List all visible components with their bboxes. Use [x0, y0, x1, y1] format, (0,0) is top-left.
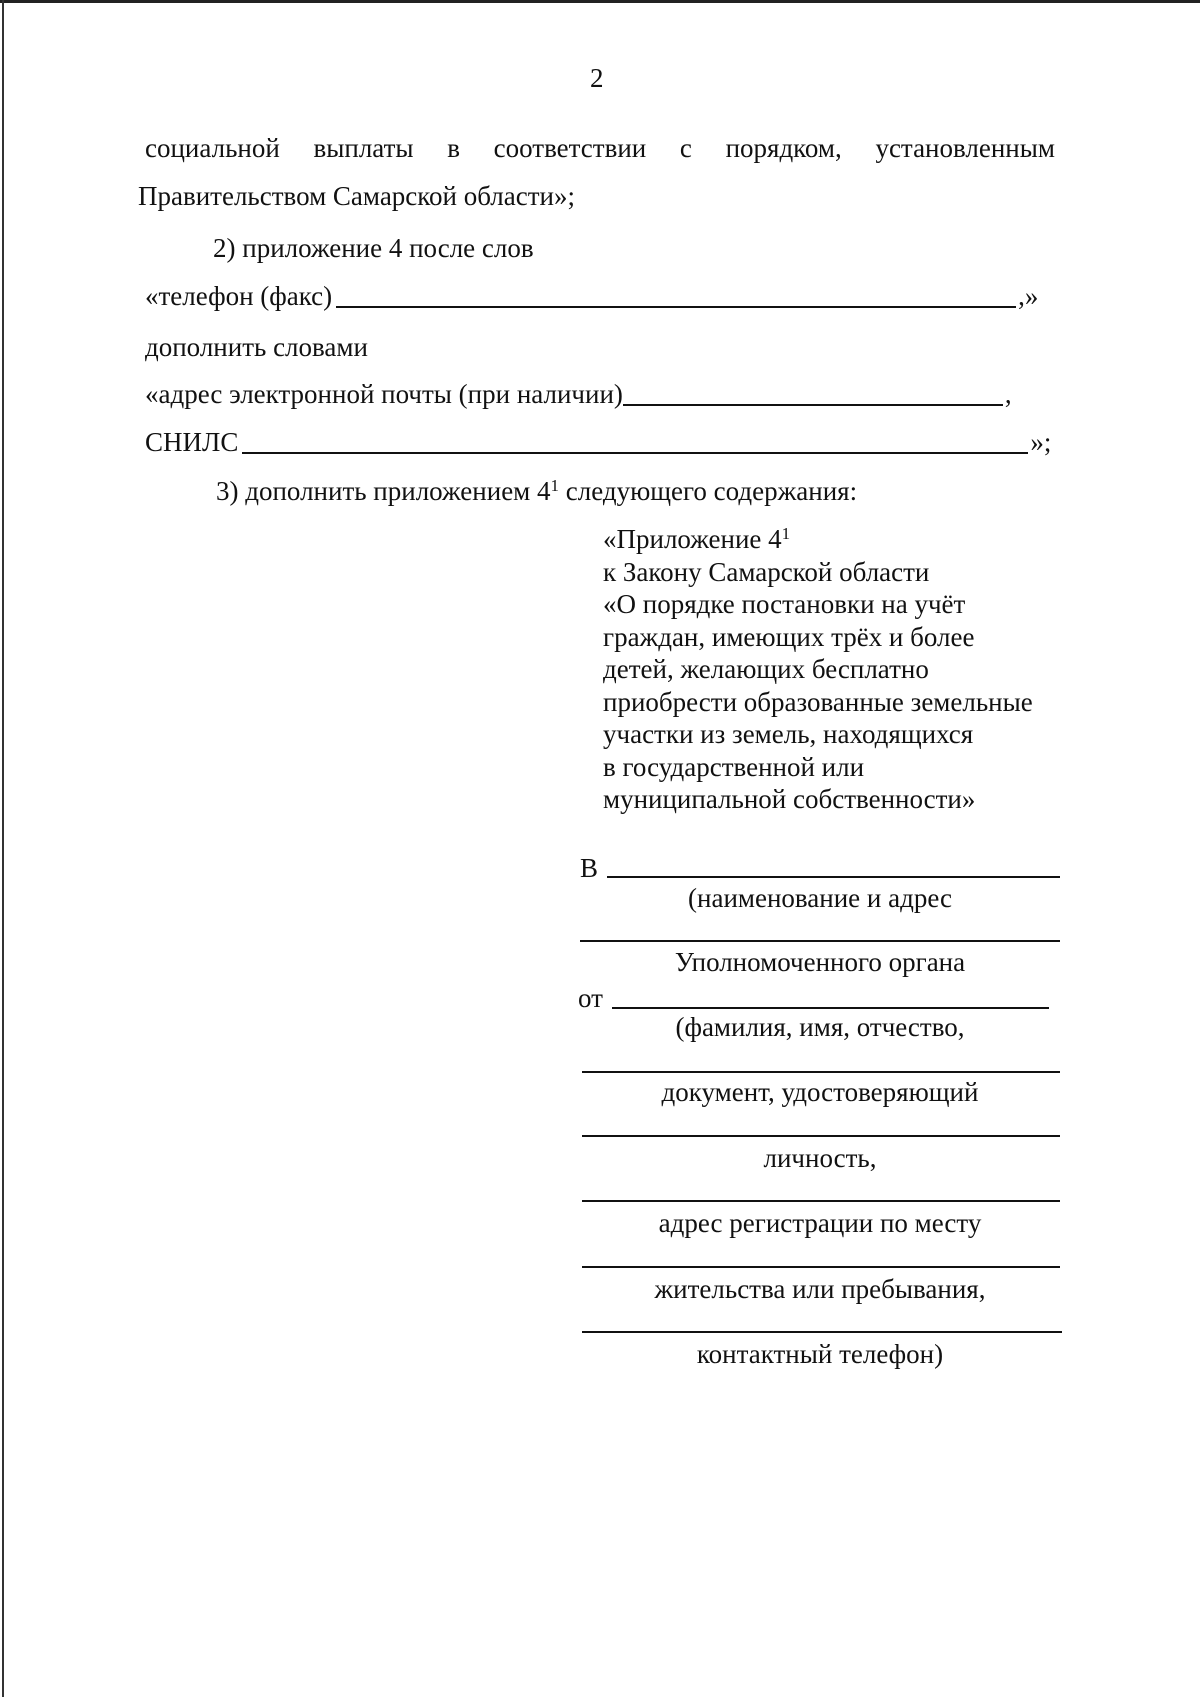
appendix-line: детей, желающих бесплатно [603, 654, 929, 684]
word: выплаты [313, 133, 414, 163]
appendix-title-text: «Приложение 4 [603, 524, 782, 554]
snils-label: СНИЛС [145, 427, 239, 457]
applicant-blank-line [582, 1200, 1060, 1202]
item-3-line [216, 475, 857, 507]
form-caption: (наименование и адрес [688, 883, 952, 913]
form-caption: жительства или пребывания, [654, 1274, 986, 1304]
fax-field-row [145, 280, 1038, 312]
from-prefix: от [578, 983, 603, 1013]
page-number: 2 [590, 63, 604, 93]
email-field-row [145, 378, 1012, 410]
snils-blank-line [242, 426, 1028, 454]
item-3-text-after: следующего содержания: [559, 476, 858, 506]
appendix-line: в государственной или [603, 751, 865, 782]
appendix-line: «О порядке постановки на учёт [603, 589, 966, 619]
form-caption: адрес регистрации по месту [658, 1208, 982, 1238]
appendix-title [603, 523, 1033, 556]
form-caption: личность, [763, 1143, 877, 1173]
paragraph-line-2: Правительством Самарской области»; [138, 181, 575, 211]
snils-end: »; [1030, 427, 1052, 457]
email-end: , [1004, 379, 1012, 409]
recipient-blank-line [607, 876, 1060, 878]
to-prefix: В [580, 853, 599, 883]
appendix-line: участки из земель, находящихся [603, 719, 974, 749]
applicant-blank-line [582, 1266, 1060, 1268]
word: с [679, 133, 692, 163]
word: в [447, 133, 460, 163]
appendix-line: к Закону Самарской области [603, 556, 930, 587]
word: порядком, [725, 133, 842, 163]
add-words-line: дополнить словами [145, 332, 368, 362]
word: соответствии [493, 133, 647, 163]
fax-label: «телефон (факс) [145, 281, 333, 311]
item-3-text: 3) дополнить приложением 4 [216, 476, 551, 506]
appendix-line: приобрести образованные земельные [603, 686, 1033, 717]
applicant-blank-line [582, 1135, 1060, 1137]
email-blank-line [623, 378, 1003, 406]
paragraph-line-1 [145, 132, 1055, 164]
item-3-superscript: 1 [550, 476, 560, 495]
appendix-title-superscript: 1 [781, 524, 791, 543]
item-2-intro: 2) приложение 4 после слов [213, 233, 534, 263]
form-caption: (фамилия, имя, отчество, [675, 1012, 965, 1042]
snils-field-row [145, 426, 1051, 458]
fax-blank-line [336, 280, 1016, 308]
email-label: «адрес электронной почты (при наличии) [145, 379, 623, 409]
fax-end: ,» [1018, 281, 1039, 311]
scan-left-edge [2, 0, 4, 1697]
applicant-blank-line [582, 1331, 1062, 1333]
recipient-blank-line [580, 940, 1060, 942]
appendix-line: муниципальной собственности» [603, 784, 976, 814]
word: установленным [875, 133, 1055, 163]
form-caption: документ, удостоверяющий [661, 1077, 979, 1107]
word: социальной [145, 133, 280, 163]
applicant-blank-line [612, 1007, 1049, 1009]
applicant-blank-line [582, 1071, 1060, 1073]
form-caption: контактный телефон) [696, 1339, 944, 1369]
scan-top-edge [0, 0, 1200, 3]
appendix-line: граждан, имеющих трёх и более [603, 621, 975, 652]
appendix-header [603, 523, 1033, 816]
form-caption: Уполномоченного органа [674, 947, 966, 977]
